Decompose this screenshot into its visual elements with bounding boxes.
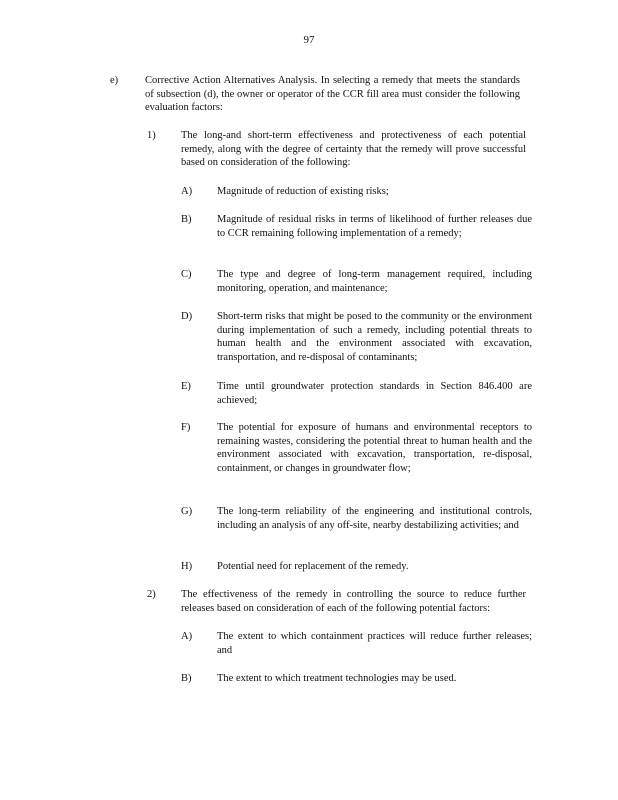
factor-1-label: 1) bbox=[147, 130, 156, 141]
factor-2-label: 2) bbox=[147, 589, 156, 600]
item-1c-label: C) bbox=[181, 269, 192, 280]
item-1f-label: F) bbox=[181, 422, 191, 433]
section-e-label: e) bbox=[110, 75, 119, 86]
item-1b-label: B) bbox=[181, 214, 192, 225]
item-1e-label: E) bbox=[181, 381, 191, 392]
item-1h-text: Potential need for replacement of the remedy. bbox=[217, 561, 409, 572]
item-1f-text: The potential for exposure of humans and environmental receptors to remaining wastes, considering the potential threat to human health and the environment associated with excavation, transportation, re-disposal, containment, or changes in groundwater flow; bbox=[217, 422, 532, 474]
item-2b-text: The extent to which treatment technologies may be used. bbox=[217, 673, 457, 684]
item-1h-label: H) bbox=[181, 561, 193, 572]
item-1d-label: D) bbox=[181, 311, 193, 322]
item-1a-label: A) bbox=[181, 186, 193, 197]
factor-1-text: The long-and short-term effectiveness and protectiveness of each potential remedy, along with the degree of certainty that the remedy will prove successful based on consideration of the following: bbox=[181, 130, 526, 168]
item-2b-label: B) bbox=[181, 673, 192, 684]
item-2a-label: A) bbox=[181, 631, 193, 642]
item-1g-label: G) bbox=[181, 506, 193, 517]
factor-2-text: The effectiveness of the remedy in controlling the source to reduce further releases based on consideration of each of the following potential factors: bbox=[181, 589, 526, 614]
item-1c-text: The type and degree of long-term management required, including monitoring, operation, and maintenance; bbox=[217, 269, 532, 294]
item-1a-text: Magnitude of reduction of existing risks; bbox=[217, 186, 389, 197]
item-1g-text: The long-term reliability of the engineering and institutional controls, including an analysis of any off-site, nearby destabilizing activities; and bbox=[217, 506, 532, 531]
item-1b-text: Magnitude of residual risks in terms of likelihood of further releases due to CCR remaining following implementation of a remedy; bbox=[217, 214, 532, 239]
page-number: 97 bbox=[303, 34, 315, 46]
item-2a-text: The extent to which containment practices will reduce further releases; and bbox=[217, 631, 532, 656]
item-1d-text: Short-term risks that might be posed to the community or the environment during implementation of such a remedy, including potential threats to human health and the environment associated with excavation, transportation, and re-disposal of contaminants; bbox=[217, 311, 532, 363]
item-1e-text: Time until groundwater protection standards in Section 846.400 are achieved; bbox=[217, 381, 532, 406]
section-e-text: Corrective Action Alternatives Analysis. In selecting a remedy that meets the standards of subsection (d), the owner or operator of the CCR fill area must consider the following evaluation factors: bbox=[145, 75, 520, 113]
